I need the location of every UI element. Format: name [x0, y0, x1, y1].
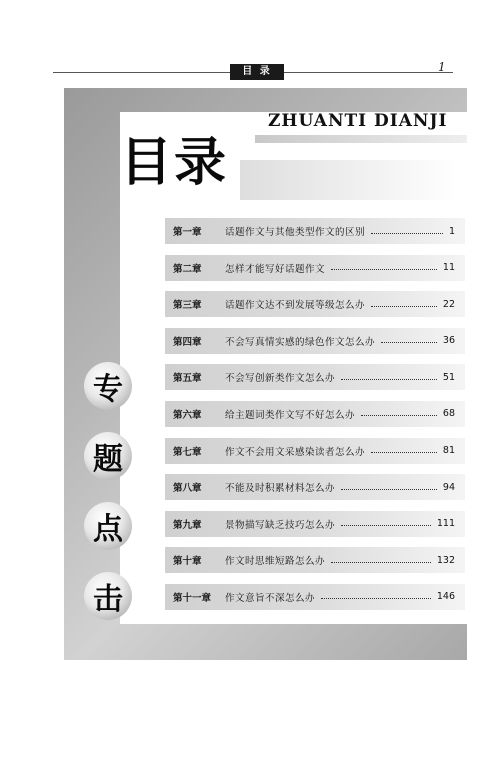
- toc-page: 146: [436, 591, 455, 603]
- toc-page: 81: [442, 445, 455, 457]
- toc-leader: [321, 598, 431, 599]
- page-title: 目录: [120, 133, 229, 193]
- toc-title: 给主题词类作文写不好怎么办: [225, 409, 356, 421]
- toc-page: 132: [436, 554, 455, 566]
- toc-chapter: 第四章: [173, 336, 202, 348]
- toc-leader: [381, 342, 437, 343]
- table-of-contents: [165, 218, 465, 621]
- toc-chapter: 第九章: [173, 519, 202, 531]
- side-medal-4: 击: [84, 572, 132, 620]
- toc-leader: [371, 452, 437, 453]
- toc-page: 11: [442, 262, 455, 274]
- toc-item[interactable]: [165, 474, 465, 500]
- toc-chapter: 第七章: [173, 446, 202, 458]
- toc-item[interactable]: [165, 511, 465, 537]
- toc-page: 1: [448, 225, 455, 237]
- page-number: 1: [438, 60, 446, 74]
- toc-leader: [341, 525, 431, 526]
- toc-leader: [341, 489, 437, 490]
- side-medal-2: 题: [84, 432, 132, 480]
- side-medal-1: 专: [84, 362, 132, 410]
- toc-leader: [371, 306, 437, 307]
- side-medal-3: 点: [84, 502, 132, 550]
- toc-page: 111: [436, 518, 455, 530]
- toc-item[interactable]: [165, 255, 465, 281]
- toc-chapter: 第十一章: [173, 592, 212, 604]
- toc-item[interactable]: [165, 218, 465, 244]
- toc-leader: [341, 379, 437, 380]
- toc-chapter: 第二章: [173, 263, 202, 275]
- toc-title: 话题作文达不到发展等级怎么办: [225, 300, 366, 312]
- toc-chapter: 第三章: [173, 300, 202, 312]
- header-label: 目 录: [230, 64, 284, 80]
- toc-chapter: 第五章: [173, 373, 202, 385]
- toc-item[interactable]: [165, 328, 465, 354]
- toc-chapter: 第六章: [173, 409, 202, 421]
- toc-leader: [361, 415, 437, 416]
- toc-item[interactable]: [165, 401, 465, 427]
- toc-title: 不能及时积累材料怎么办: [225, 483, 336, 495]
- toc-item[interactable]: [165, 547, 465, 573]
- toc-leader: [331, 562, 431, 563]
- toc-chapter: 第八章: [173, 483, 202, 495]
- toc-page: 68: [442, 408, 455, 420]
- toc-item[interactable]: [165, 364, 465, 390]
- banner-text: ZHUANTI DIANJI: [268, 111, 448, 131]
- title-haze: [240, 160, 460, 200]
- toc-leader: [331, 269, 437, 270]
- toc-title: 话题作文与其他类型作文的区别: [225, 227, 366, 238]
- toc-page: 94: [442, 481, 455, 493]
- toc-title: 不会写真情实感的绿色作文怎么办: [225, 336, 376, 348]
- toc-title: 作文不会用文采感染读者怎么办: [225, 446, 366, 458]
- toc-chapter: 第一章: [173, 227, 202, 238]
- toc-page: 36: [442, 335, 455, 347]
- toc-leader: [371, 233, 443, 234]
- toc-title: 作文时思维短路怎么办: [225, 556, 326, 568]
- toc-item[interactable]: [165, 584, 465, 610]
- toc-chapter: 第十章: [173, 556, 202, 568]
- toc-title: 不会写创新类作文怎么办: [225, 373, 336, 385]
- toc-title: 作文意旨不深怎么办: [225, 592, 316, 604]
- banner-shadow: [255, 135, 467, 143]
- toc-item[interactable]: [165, 438, 465, 464]
- toc-title: 景物描写缺乏技巧怎么办: [225, 519, 336, 531]
- toc-page: 51: [442, 371, 455, 383]
- toc-page: 22: [442, 298, 455, 310]
- toc-item[interactable]: [165, 291, 465, 317]
- toc-title: 怎样才能写好话题作文: [225, 263, 326, 275]
